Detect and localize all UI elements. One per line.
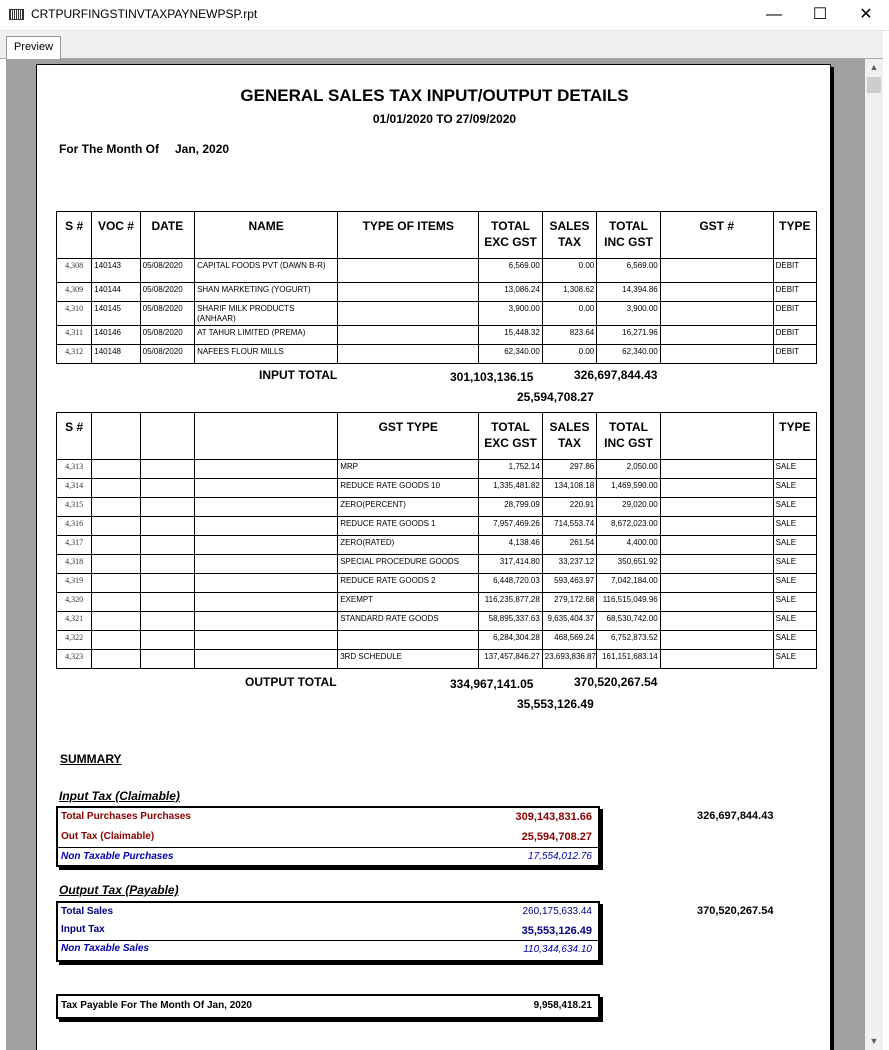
type-cell: SALE — [773, 574, 816, 593]
voc-cell — [92, 631, 140, 650]
sn-cell: 4,311 — [57, 326, 92, 345]
type-cell: DEBIT — [773, 326, 816, 345]
name-cell: SHARIF MILK PRODUCTS (ANHAAR) — [195, 302, 338, 326]
sales-tax-cell: 297.86 — [542, 460, 596, 479]
total-inc-gst-cell: 14,394.86 — [597, 283, 661, 302]
total-inc-gst-cell: 3,900.00 — [597, 302, 661, 326]
output-total-exc: 334,967,141.05 — [450, 677, 534, 691]
non-taxable-purchases-value: 17,554,012.76 — [528, 851, 592, 862]
total-inc-gst-cell: 2,050.00 — [597, 460, 661, 479]
date-cell — [140, 574, 194, 593]
item-type-cell — [338, 259, 479, 283]
non-taxable-sales-value: 110,344,634.10 — [523, 944, 592, 955]
input-tax-value: 35,553,126.49 — [521, 925, 592, 937]
voc-cell: 140145 — [92, 302, 140, 326]
table-row — [57, 650, 817, 669]
item-type-cell: SPECIAL PROCEDURE GOODS — [338, 555, 479, 574]
sales-tax-cell: 714,553.74 — [542, 517, 596, 536]
date-cell: 05/08/2020 — [140, 302, 194, 326]
total-exc-gst-cell: 15,448.32 — [479, 326, 543, 345]
total-sales-value: 260,175,633.44 — [522, 906, 592, 917]
total-exc-gst-cell: 1,335,481.82 — [479, 479, 543, 498]
sn-cell: 4,322 — [57, 631, 92, 650]
sales-tax-cell: 0.00 — [542, 345, 596, 364]
table-row — [57, 460, 817, 479]
name-cell — [195, 574, 338, 593]
total-exc-gst-cell: 6,569.00 — [479, 259, 543, 283]
item-type-cell: EXEMPT — [338, 593, 479, 612]
gst-number-cell — [660, 574, 773, 593]
item-type-cell: 3RD SCHEDULE — [338, 650, 479, 669]
output-tax-section-title: Output Tax (Payable) — [59, 883, 179, 897]
gst-number-cell — [660, 302, 773, 326]
sales-tax-cell: 9,635,404.37 — [542, 612, 596, 631]
header-blank-2 — [140, 413, 194, 460]
out-tax-value: 25,594,708.27 — [521, 831, 592, 843]
table-row — [57, 283, 817, 302]
voc-cell — [92, 574, 140, 593]
voc-cell — [92, 650, 140, 669]
voc-cell: 140146 — [92, 326, 140, 345]
sales-tax-cell: 23,693,836.87 — [542, 650, 596, 669]
item-type-cell: REDUCE RATE GOODS 10 — [338, 479, 479, 498]
tax-payable-value: 9,958,418.21 — [533, 1000, 592, 1011]
type-cell: SALE — [773, 479, 816, 498]
header-name: NAME — [195, 212, 338, 259]
voc-cell — [92, 517, 140, 536]
table-row — [57, 612, 817, 631]
header-blank-3 — [195, 413, 338, 460]
date-cell — [140, 650, 194, 669]
date-cell — [140, 536, 194, 555]
sn-cell: 4,308 — [57, 259, 92, 283]
close-button[interactable]: ✕ — [859, 6, 873, 23]
sn-cell: 4,313 — [57, 460, 92, 479]
header-sales-tax: SALES TAX — [542, 212, 596, 259]
name-cell — [195, 536, 338, 555]
input-total-label: INPUT TOTAL — [259, 368, 338, 382]
header-date: DATE — [140, 212, 194, 259]
voc-cell: 140144 — [92, 283, 140, 302]
sn-cell: 4,320 — [57, 593, 92, 612]
total-inc-gst-cell: 62,340.00 — [597, 345, 661, 364]
maximize-button[interactable]: ☐ — [812, 6, 828, 23]
gst-number-cell — [660, 536, 773, 555]
non-taxable-purchases-label: Non Taxable Purchases — [61, 851, 174, 862]
input-table — [56, 211, 817, 364]
item-type-cell — [338, 326, 479, 345]
sn-cell: 4,312 — [57, 345, 92, 364]
date-cell: 05/08/2020 — [140, 283, 194, 302]
gst-number-cell — [660, 498, 773, 517]
report-file-icon — [9, 9, 24, 20]
table-row — [57, 479, 817, 498]
gst-number-cell — [660, 650, 773, 669]
table-row — [57, 498, 817, 517]
voc-cell — [92, 479, 140, 498]
header-total-inc-gst: TOTAL INC GST — [597, 212, 661, 259]
type-cell: SALE — [773, 498, 816, 517]
total-exc-gst-cell: 58,895,337.63 — [479, 612, 543, 631]
date-cell — [140, 612, 194, 631]
report-page — [36, 64, 831, 1050]
header-gst-type: GST TYPE — [338, 413, 479, 460]
total-inc-gst-cell: 1,469,590.00 — [597, 479, 661, 498]
gst-number-cell — [660, 555, 773, 574]
header-blank-4 — [660, 413, 773, 460]
item-type-cell: ZERO(RATED) — [338, 536, 479, 555]
total-inc-gst-cell: 6,569.00 — [597, 259, 661, 283]
item-type-cell: STANDARD RATE GOODS — [338, 612, 479, 631]
total-exc-gst-cell: 6,284,304.28 — [479, 631, 543, 650]
header-type-of-items: TYPE OF ITEMS — [338, 212, 479, 259]
date-cell — [140, 631, 194, 650]
name-cell — [195, 479, 338, 498]
tax-payable-label: Tax Payable For The Month Of Jan, 2020 — [61, 1000, 252, 1011]
sales-tax-cell: 823.64 — [542, 326, 596, 345]
date-cell: 05/08/2020 — [140, 345, 194, 364]
header-total-exc-gst: TOTAL EXC GST — [479, 413, 543, 460]
name-cell — [195, 650, 338, 669]
gst-number-cell — [660, 283, 773, 302]
voc-cell — [92, 555, 140, 574]
item-type-cell: REDUCE RATE GOODS 2 — [338, 574, 479, 593]
total-exc-gst-cell: 116,235,877.28 — [479, 593, 543, 612]
type-cell: SALE — [773, 593, 816, 612]
header-sales-tax: SALES TAX — [542, 413, 596, 460]
sales-tax-cell: 261.54 — [542, 536, 596, 555]
input-tax-box — [56, 806, 600, 867]
total-exc-gst-cell: 62,340.00 — [479, 345, 543, 364]
gst-number-cell — [660, 631, 773, 650]
summary-title: SUMMARY — [60, 752, 122, 766]
date-cell — [140, 555, 194, 574]
output-total-tax: 35,553,126.49 — [517, 697, 594, 711]
type-cell: DEBIT — [773, 283, 816, 302]
window-title: CRTPURFINGSTINVTAXPAYNEWPSP.rpt — [31, 7, 258, 21]
sn-cell: 4,319 — [57, 574, 92, 593]
sales-tax-cell: 33,237.12 — [542, 555, 596, 574]
table-row — [57, 259, 817, 283]
sn-cell: 4,315 — [57, 498, 92, 517]
type-cell: DEBIT — [773, 302, 816, 326]
table-row — [57, 593, 817, 612]
gst-number-cell — [660, 517, 773, 536]
header-type: TYPE — [773, 413, 816, 460]
item-type-cell — [338, 283, 479, 302]
date-cell — [140, 479, 194, 498]
type-cell: SALE — [773, 612, 816, 631]
table-row — [57, 555, 817, 574]
item-type-cell: MRP — [338, 460, 479, 479]
total-exc-gst-cell: 28,799.09 — [479, 498, 543, 517]
sn-cell: 4,314 — [57, 479, 92, 498]
minimize-button[interactable]: — — [766, 6, 782, 23]
input-tax-label: Input Tax — [61, 924, 105, 935]
table-row — [57, 574, 817, 593]
date-cell — [140, 517, 194, 536]
voc-cell — [92, 498, 140, 517]
total-exc-gst-cell: 317,414.80 — [479, 555, 543, 574]
sn-cell: 4,318 — [57, 555, 92, 574]
total-exc-gst-cell: 3,900.00 — [479, 302, 543, 326]
total-inc-gst-cell: 6,752,873.52 — [597, 631, 661, 650]
total-inc-gst-cell: 68,530,742.00 — [597, 612, 661, 631]
month-label: For The Month Of — [59, 142, 159, 156]
total-inc-gst-cell: 8,672,023.00 — [597, 517, 661, 536]
total-purchases-label: Total Purchases Purchases — [61, 811, 191, 822]
item-type-cell — [338, 345, 479, 364]
out-tax-label: Out Tax (Claimable) — [61, 831, 155, 842]
date-range: 01/01/2020 TO 27/09/2020 — [372, 112, 517, 126]
gst-number-cell — [660, 612, 773, 631]
header-sn: S # — [57, 413, 92, 460]
total-purchases-value: 309,143,831.66 — [515, 811, 592, 823]
input-tax-section-title: Input Tax (Claimable) — [59, 789, 180, 803]
total-exc-gst-cell: 137,457,846.27 — [479, 650, 543, 669]
voc-cell: 140148 — [92, 345, 140, 364]
table-row — [57, 345, 817, 364]
name-cell — [195, 612, 338, 631]
gst-number-cell — [660, 593, 773, 612]
gst-number-cell — [660, 460, 773, 479]
scroll-thumb[interactable] — [867, 77, 881, 93]
total-exc-gst-cell: 6,448,720.03 — [479, 574, 543, 593]
sales-tax-cell: 0.00 — [542, 259, 596, 283]
type-cell: SALE — [773, 517, 816, 536]
sn-cell: 4,321 — [57, 612, 92, 631]
sn-cell: 4,323 — [57, 650, 92, 669]
table-row — [57, 631, 817, 650]
name-cell: SHAN MARKETING (YOGURT) — [195, 283, 338, 302]
total-inc-gst-cell: 16,271.96 — [597, 326, 661, 345]
sales-tax-cell: 134,108.18 — [542, 479, 596, 498]
total-exc-gst-cell: 1,752.14 — [479, 460, 543, 479]
sales-tax-cell: 0.00 — [542, 302, 596, 326]
sales-tax-cell: 1,308.62 — [542, 283, 596, 302]
table-row — [57, 302, 817, 326]
sales-tax-cell: 220.91 — [542, 498, 596, 517]
date-cell — [140, 593, 194, 612]
gst-number-cell — [660, 259, 773, 283]
total-exc-gst-cell: 7,957,469.26 — [479, 517, 543, 536]
output-side-total: 370,520,267.54 — [697, 905, 774, 917]
header-total-exc-gst: TOTAL EXC GST — [479, 212, 543, 259]
input-total-inc: 326,697,844.43 — [574, 368, 658, 382]
sn-cell: 4,310 — [57, 302, 92, 326]
sales-tax-cell: 279,172.68 — [542, 593, 596, 612]
input-side-total: 326,697,844.43 — [697, 810, 774, 822]
input-total-tax: 25,594,708.27 — [517, 390, 594, 404]
gst-number-cell — [660, 326, 773, 345]
report-viewport — [6, 59, 865, 1050]
total-inc-gst-cell: 29,020.00 — [597, 498, 661, 517]
name-cell — [195, 631, 338, 650]
type-cell: DEBIT — [773, 259, 816, 283]
voc-cell — [92, 536, 140, 555]
vertical-scrollbar[interactable] — [865, 59, 883, 1050]
name-cell: NAFEES FLOUR MILLS — [195, 345, 338, 364]
tab-bar — [0, 31, 889, 59]
voc-cell — [92, 460, 140, 479]
tax-payable-box — [56, 994, 600, 1019]
header-voc: VOC # — [92, 212, 140, 259]
voc-cell: 140143 — [92, 259, 140, 283]
type-cell: SALE — [773, 536, 816, 555]
window-border — [883, 31, 889, 1050]
name-cell: CAPITAL FOODS PVT (DAWN B-R) — [195, 259, 338, 283]
scroll-down-icon[interactable]: ▼ — [869, 1036, 879, 1046]
sn-cell: 4,317 — [57, 536, 92, 555]
sales-tax-cell: 593,463.97 — [542, 574, 596, 593]
table-row — [57, 536, 817, 555]
item-type-cell — [338, 302, 479, 326]
item-type-cell: REDUCE RATE GOODS 1 — [338, 517, 479, 536]
type-cell: DEBIT — [773, 345, 816, 364]
separator — [58, 847, 598, 848]
table-row — [57, 326, 817, 345]
date-cell — [140, 460, 194, 479]
output-tax-box — [56, 901, 600, 962]
tab-preview[interactable]: Preview — [6, 36, 61, 59]
date-cell: 05/08/2020 — [140, 326, 194, 345]
output-total-label: OUTPUT TOTAL — [245, 675, 337, 689]
type-cell: SALE — [773, 460, 816, 479]
voc-cell — [92, 593, 140, 612]
name-cell: AT TAHUR LIMITED (PREMA) — [195, 326, 338, 345]
type-cell: SALE — [773, 555, 816, 574]
total-inc-gst-cell: 350,651.92 — [597, 555, 661, 574]
voc-cell — [92, 612, 140, 631]
output-total-inc: 370,520,267.54 — [574, 675, 658, 689]
gst-number-cell — [660, 479, 773, 498]
date-cell — [140, 498, 194, 517]
gst-number-cell — [660, 345, 773, 364]
name-cell — [195, 517, 338, 536]
total-inc-gst-cell: 161,151,683.14 — [597, 650, 661, 669]
sn-cell: 4,309 — [57, 283, 92, 302]
title-bar — [0, 0, 889, 31]
separator — [58, 940, 598, 941]
header-type: TYPE — [773, 212, 816, 259]
date-cell: 05/08/2020 — [140, 259, 194, 283]
scroll-up-icon[interactable]: ▲ — [869, 62, 879, 72]
output-table — [56, 412, 817, 669]
name-cell — [195, 593, 338, 612]
report-title: GENERAL SALES TAX INPUT/OUTPUT DETAILS — [240, 86, 629, 105]
total-sales-label: Total Sales — [61, 906, 114, 917]
type-cell: SALE — [773, 650, 816, 669]
total-exc-gst-cell: 4,138.46 — [479, 536, 543, 555]
sales-tax-cell: 468,569.24 — [542, 631, 596, 650]
sn-cell: 4,316 — [57, 517, 92, 536]
header-sn: S # — [57, 212, 92, 259]
header-total-inc-gst: TOTAL INC GST — [597, 413, 661, 460]
table-row — [57, 517, 817, 536]
total-inc-gst-cell: 116,515,049.96 — [597, 593, 661, 612]
name-cell — [195, 460, 338, 479]
input-total-exc: 301,103,136.15 — [450, 370, 534, 384]
header-blank-1 — [92, 413, 140, 460]
name-cell — [195, 498, 338, 517]
header-gst-number: GST # — [660, 212, 773, 259]
total-exc-gst-cell: 13,086.24 — [479, 283, 543, 302]
total-inc-gst-cell: 4,400.00 — [597, 536, 661, 555]
type-cell: SALE — [773, 631, 816, 650]
month-value: Jan, 2020 — [175, 142, 230, 156]
item-type-cell — [338, 631, 479, 650]
name-cell — [195, 555, 338, 574]
item-type-cell: ZERO(PERCENT) — [338, 498, 479, 517]
non-taxable-sales-label: Non Taxable Sales — [61, 943, 149, 954]
total-inc-gst-cell: 7,042,184.00 — [597, 574, 661, 593]
